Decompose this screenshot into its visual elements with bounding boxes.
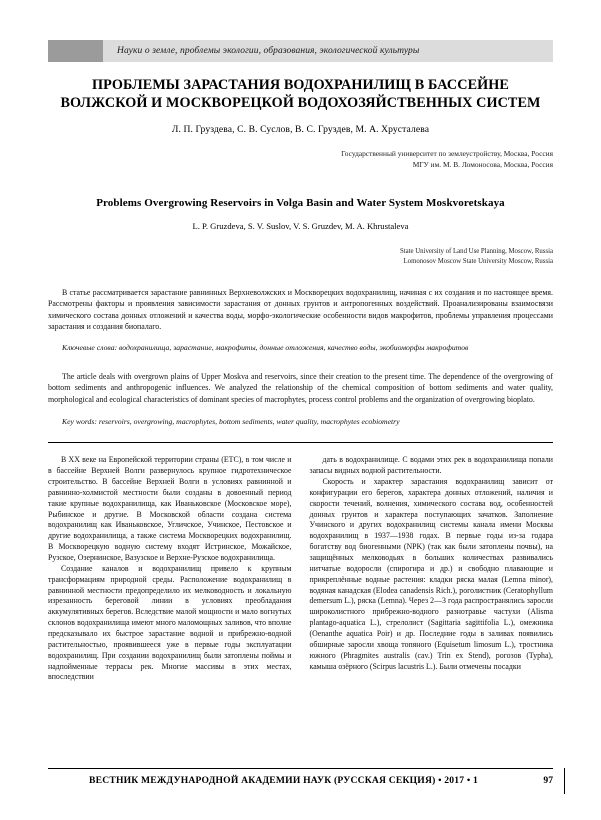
footer-divider [48, 768, 553, 769]
rubric-swatch [48, 40, 103, 62]
page-footer [48, 775, 553, 786]
rubric-label: Науки о земле, проблемы экологии, образования, экологической культуры [103, 40, 553, 62]
affiliation-en-line1: State University of Land Use Planning, Moscow, Russia [399, 247, 553, 255]
page-number: 97 [543, 775, 553, 786]
paragraph: В XX веке на Европейской территории страны (ЕТС), в том числе и в бассейне Верхней Волги развернулось крупное гидротехническое строительство. В бассейне Верхней Волги в условиях равнинной и равнинно-холмистой местности были созданы в довоенный период такие крупные водохранилища, как Иваньковское (Московское море), Рыбинское и другие. В Московской области создана система водохранилищ как Иваньковское, Угличское, Учинское, Пестовское и другие водохранилища, а также система Москворецких водохранилищ. В Москворецкую водную систему входят Истринское, Можайское, Рузское, Озернинское, Вазузское и Верхне-Рузское водохранилища. [48, 455, 292, 563]
column-right [310, 455, 554, 683]
affiliation-en-line2: Lomonosov Moscow State University Moscow, Russia [403, 258, 553, 265]
page-title [48, 76, 553, 112]
keywords-ru: Ключевые слова: водохранилища, зарастание, макрофиты, донные отложения, качество воды, экобиоморфы макрофитов [62, 343, 469, 353]
affiliation-ru-line1: Государственный университет по землеустройству, Москва, Россия [341, 149, 553, 159]
paragraph: Создание каналов и водохранилищ привело к крупным трансформациям природной среды. Расположение водохранилищ в равнинной местности предопределило их мелководность и локальную изрезанность береговой линии в условиях преобладания аккумулятивных берегов. Вследствие малой мощности и мало вогнутых склонов водохранилища имеют много маломощных заливов, что вполне предсказывало их быстрое зарастание водной и прибрежно-водной растительностью, проявившееся уже в первые годы эксплуатации водохранилищ. При создании водохранилищ были затоплены поймы и надпойменные террасы рек. Многие массивы в этих местах, впоследствии [48, 563, 292, 682]
rubric-band [48, 40, 553, 62]
section-divider [48, 442, 553, 443]
authors-ru: Л. П. Груздева, С. В. Суслов, В. С. Груздев, М. А. Хрусталева [171, 124, 430, 136]
paragraph: дать в водохранилище. С водами этих рек в водохранилища попали запасы видных водной растительности. [309, 455, 553, 476]
footer-vertical-rule [564, 768, 565, 794]
keywords-en: Key words: reservoirs, overgrowing, macrophytes, bottom sediments, water quality, macrophytes ecobiometry [62, 417, 400, 427]
column-left [48, 455, 292, 683]
abstract-en: The article deals with overgrown plains of Upper Moskva and reservoirs, since their creation to the present time. The dependence of the overgrowing of bottom sediments and anthropogenic influences. We analyzed the relationship of the chemical composition of bottom sediments and water quality, morphological and ecological characteristics of dominant species of macrophytes, process control problems and the organization of overgrowing bioplato. [48, 372, 553, 404]
journal-title: ВЕСТНИК МЕЖДУНАРОДНОЙ АКАДЕМИИ НАУК (РУССКАЯ СЕКЦИЯ) • 2017 • 1 [89, 775, 478, 786]
affiliation-ru-line2: МГУ им. М. В. Ломоносова, Москва, Россия [412, 160, 553, 170]
paragraph: Скорость и характер зарастания водохранилищ зависит от конфигурации его берегов, характера донных отложений, наличия и скорости течений, волнения, химического состава вод, особенностей донных грунтов и характера поступающих зачатков. Заполнение Учинского и других водохранилищ системы канала имени Москвы водохранилищ в 1937—1938 годах. В первые годы из-за годара богатству вод биогенными (NPK) (так как были затоплены почвы), на защищённых мелководьях в больших количествах развивались нитчатые водоросли (спирогира и др.) и свободно плавающие и прикреплённые водные растения: кладки ряска малая (Lemna minor), водяная канадская (Elodea canadensis Rich.), роголистник (Ceratophyllum demersum L.), ряска (Lemna). Через 2—3 года распространялись заросли широколистного прибрежно-водного разнотравье частухи (Alisma plantago-aquatica L.), стрелолист (Sagittaria sagittifolia L.), омежника (Oenanthe aquatica Poir) и др. Последние годы в заливах появились обширные заросли хвоща топяного (Equisetum limosum L.), тростника южного (Phragmites australis (cav.) Trin ex Stend), рогозов (Typha), камыша озёрного (Scirpus lacustris L.). Были отмечены посадки [309, 477, 553, 671]
title-en: Problems Overgrowing Reservoirs in Volga Basin and Water System Moskvoretskaya [96, 196, 505, 209]
title-ru-line1: ПРОБЛЕМЫ ЗАРАСТАНИЯ ВОДОХРАНИЛИЩ В БАССЕЙНЕ [92, 77, 509, 93]
authors-en: L. P. Gruzdeva, S. V. Suslov, V. S. Gruzdev, M. A. Khrustaleva [192, 220, 409, 231]
affiliation-ru [48, 149, 553, 170]
affiliation-en [48, 247, 553, 267]
body-columns [48, 455, 553, 683]
title-ru-line2: ВОЛЖСКОЙ И МОСКВОРЕЦКОЙ ВОДОХОЗЯЙСТВЕННЫХ СИСТЕМ [60, 95, 541, 112]
abstract-ru: В статье рассматривается зарастание равнинных Верхневолжских и Москворецких водохранилищ, начиная с их создания и по настоящее время. Рассмотрены факторы и проявления зависимости зарастания от донных грунтов и антропогенных воздействий. Проанализированы взаимосвязи химического состава донных отложений и качества воды, морфо-экологические особенности видов макрофитов, проблемы управления процессами зарастания и создания биопалаго. [48, 288, 553, 331]
